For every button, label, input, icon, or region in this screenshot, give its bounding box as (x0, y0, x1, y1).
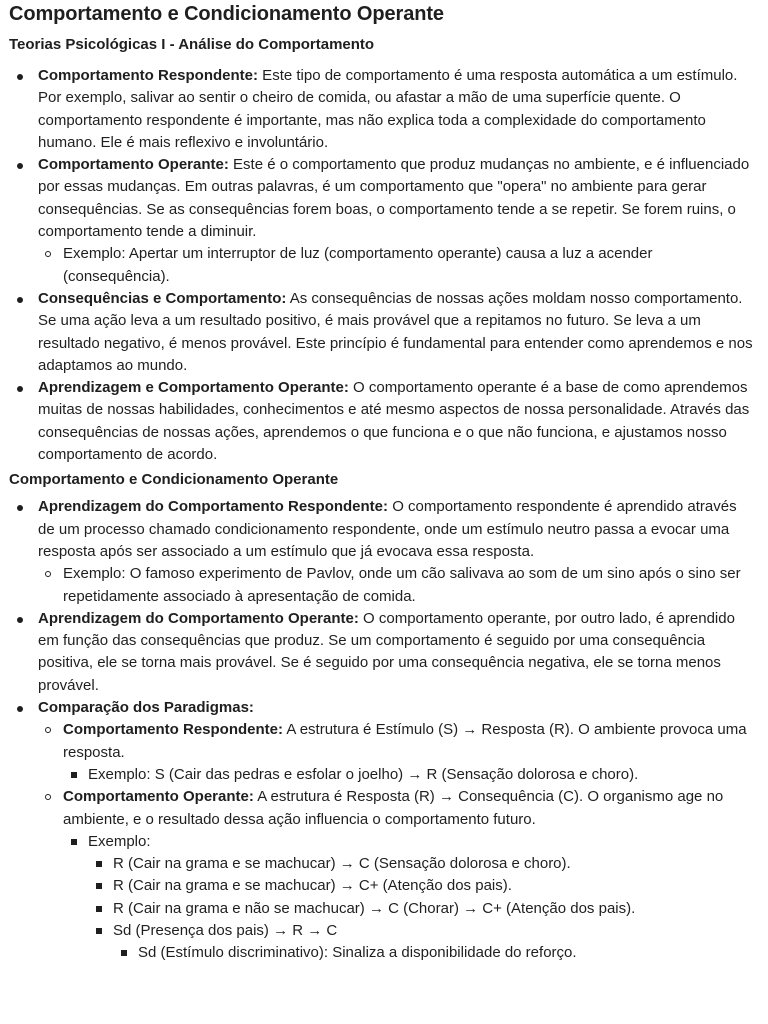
bullet-icon (17, 297, 23, 303)
list-item (9, 65, 756, 154)
sub-sub-list (63, 764, 756, 786)
item-label: Aprendizagem do Comportamento Respondente: (38, 498, 389, 516)
item-text: R (Cair na grama e não se machucar) → C (Chorar) → C+ (Atenção dos pais). (113, 899, 636, 917)
item-label: Comportamento Operante: (63, 788, 254, 806)
square-bullet-icon (96, 883, 102, 889)
bullet-icon (17, 505, 23, 511)
item-label: Comparação dos Paradigmas: (38, 699, 254, 717)
item-text: A estrutura é Estímulo (S) → Resposta (R). O ambiente provoca uma resposta. (63, 721, 747, 761)
item-text: O comportamento operante, por outro lado, é aprendido em função das consequências que produz. Se um comportamento é seguido por uma consequência positiva, ele se torna mais provável. Se é seguido por uma consequência negativa, ele se torna menos provável. (38, 609, 735, 694)
sub-list-item (38, 786, 756, 964)
page-title: Comportamento e Condicionamento Operante (9, 3, 444, 25)
sub-list (38, 243, 756, 288)
item-text: Exemplo: Apertar um interruptor de luz (comportamento operante) causa a luz a acender (consequência). (63, 245, 653, 285)
list-item (9, 377, 756, 466)
item-text: Exemplo: O famoso experimento de Pavlov, onde um cão salivava ao som de um sino após o sino ser repetidamente associado à apresentação de comida. (63, 565, 741, 605)
sub-list-item (38, 563, 756, 608)
example-item (88, 875, 756, 897)
list-item (9, 288, 756, 377)
list-item (9, 608, 756, 697)
item-text: A estrutura é Resposta (R) → Consequência (C). O organismo age no ambiente, e o resultado dessa ação influencia o comportamento futuro. (63, 788, 724, 828)
section2-list (9, 496, 756, 964)
item-text: Exemplo: (88, 832, 151, 850)
list-item (9, 697, 756, 965)
item-text: R (Cair na grama e se machucar) → C+ (Atenção dos pais). (113, 877, 512, 895)
item-text: As consequências de nossas ações moldam nosso comportamento. Se uma ação leva a um resultado positivo, é mais provável que a repitamos no futuro. Se leva a um resultado negativo, é menos provável. Este princípio é fundamental para entender como aprendemos e nos adaptamos ao mundo. (38, 289, 753, 374)
list-item (9, 154, 756, 288)
sub-list (38, 563, 756, 608)
item-label: Comportamento Respondente: (38, 67, 259, 84)
item-text: O comportamento respondente é aprendido através de um processo chamado condicionamento respondente, onde um estímulo neutro passa a evocar uma resposta após ser associado a um estímulo que já evocava essa resposta. (38, 498, 737, 560)
item-text: O comportamento operante é a base de como aprendemos muitas de nossas habilidades, conhecimentos e até mesmo aspectos de nossa personalidade. Através das consequências de nossas ações, aprendemos o que funciona e o que não funciona, e ajustamos nosso comportamento de acordo. (38, 379, 750, 464)
hollow-bullet-icon (45, 571, 51, 577)
item-text: Sd (Estímulo discriminativo): Sinaliza a disponibilidade do reforço. (138, 944, 577, 962)
item-label: Aprendizagem e Comportamento Operante: (38, 379, 349, 397)
example-item (88, 853, 756, 875)
example-item (88, 920, 756, 965)
item-text: R (Cair na grama e se machucar) → C (Sensação dolorosa e choro). (113, 855, 571, 873)
bullet-icon (17, 706, 23, 712)
item-text: Exemplo: S (Cair das pedras e esfolar o joelho) → R (Sensação dolorosa e choro). (88, 765, 639, 783)
square-bullet-icon (121, 950, 127, 956)
hollow-bullet-icon (45, 727, 51, 733)
item-text: Sd (Presença dos pais) → R → C (113, 921, 338, 939)
square-bullet-icon (96, 861, 102, 867)
section-heading: Comportamento e Condicionamento Operante (9, 471, 339, 489)
item-label: Aprendizagem do Comportamento Operante: (38, 609, 359, 627)
item-label: Consequências e Comportamento: (38, 289, 287, 307)
hollow-bullet-icon (45, 251, 51, 257)
note-list (113, 942, 756, 964)
bullet-icon (17, 386, 23, 392)
section1-list (9, 65, 756, 466)
square-bullet-icon (96, 906, 102, 912)
bullet-icon (17, 74, 23, 80)
note-item (113, 942, 756, 964)
square-bullet-icon (96, 928, 102, 934)
sub-sub-list (63, 831, 756, 965)
page-subtitle: Teorias Psicológicas I - Análise do Comportamento (9, 36, 375, 53)
sub-list-item (38, 243, 756, 288)
square-bullet-icon (71, 772, 77, 778)
sub-sub-list-item (63, 764, 756, 786)
bullet-icon (17, 163, 23, 169)
example-list (88, 853, 756, 964)
item-label: Comportamento Respondente: (63, 721, 284, 739)
bullet-icon (17, 617, 23, 623)
list-item (9, 496, 756, 607)
sub-sub-list-item (63, 831, 756, 965)
item-label: Comportamento Operante: (38, 156, 229, 174)
hollow-bullet-icon (45, 794, 51, 800)
item-text: Este tipo de comportamento é uma resposta automática a um estímulo. Por exemplo, salivar ao sentir o cheiro de comida, ou afastar a mão de uma superfície quente. O comportamento respondente é importante, mas não explica toda a complexidade do comportamento humano. Ele é mais reflexivo e involuntário. (38, 67, 738, 151)
example-item (88, 898, 756, 920)
sub-list-item (38, 719, 756, 786)
item-text: Este é o comportamento que produz mudanças no ambiente, e é influenciado por essas mudanças. Em outras palavras, é um comportamento que "opera" no ambiente para gerar consequências. Se as consequências forem boas, o comportamento tende a se repetir. Se forem ruins, o comportamento tende a diminuir. (38, 156, 750, 241)
sub-list (38, 719, 756, 964)
square-bullet-icon (71, 839, 77, 845)
